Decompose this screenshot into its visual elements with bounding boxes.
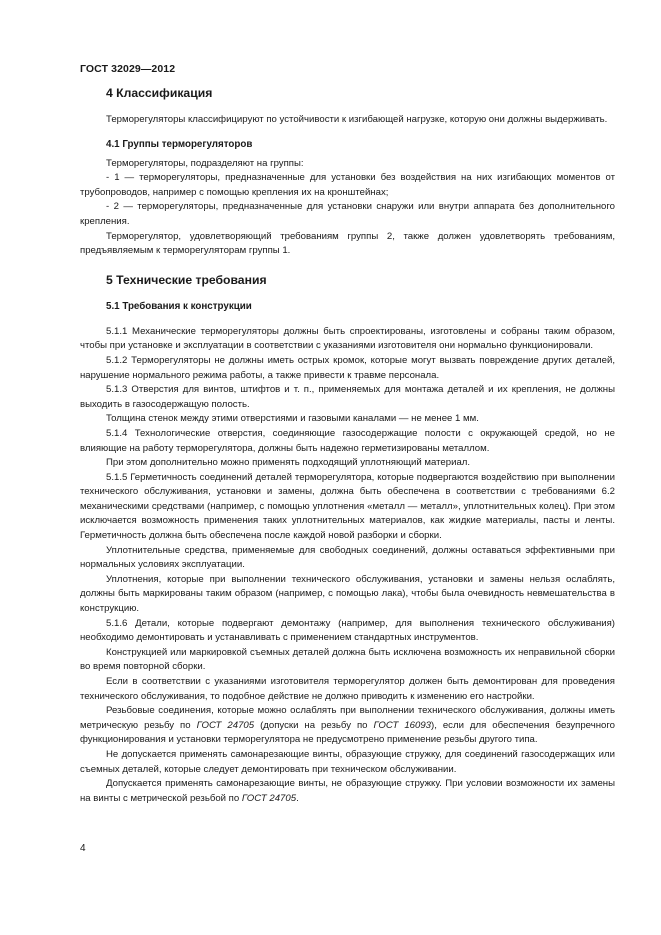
paragraph: Конструкцией или маркировкой съемных деталей должна быть исключена возможность их неправильной сборки во время повторной сборки. bbox=[80, 646, 615, 673]
paragraph bbox=[80, 704, 615, 748]
paragraph: Толщина стенок между этими отверстиями и газовыми каналами — не менее 1 мм. bbox=[106, 413, 479, 425]
document-code: ГОСТ 32029—2012 bbox=[80, 63, 176, 75]
section-4-title: 4 Классификация bbox=[106, 86, 213, 100]
section-5-title: 5 Технические требования bbox=[106, 272, 267, 287]
text-run: . bbox=[296, 792, 299, 804]
clause-5-1-5: 5.1.5 Герметичность соединений деталей терморегулятора, которые подвергаются воздействию при выполнении технического обслуживания, установки и замены, должна быть обеспечена в соответствии с требованиями 6.2 механическими средствами (например, с помощью уплотнения «металл — металл», уплотнительных колец). При этом исключается возможность применения таких уплотнительных материалов, как жидкие материалы, пасты и ленты. Герметичность должна быть обеспечена после каждой новой разборки и сборки. bbox=[80, 471, 615, 542]
section-4-1-title: 4.1 Группы терморегуляторов bbox=[106, 138, 253, 150]
clause-5-1-4: 5.1.4 Технологические отверстия, соединяющие газосодержащие полости с окружающей средой, но не влияющие на работу терморегулятора, должны быть надежно герметизированы металлом. bbox=[80, 427, 615, 454]
paragraph: Уплотнительные средства, применяемые для свободных соединений, должны оставаться эффективными при нормальных условиях эксплуатации. bbox=[80, 544, 615, 571]
clause-5-1-2: 5.1.2 Терморегуляторы не должны иметь острых кромок, которые могут вызвать повреждение других деталей, нарушение нормального режима работы, а также привести к травме персонала. bbox=[80, 354, 615, 381]
text-run: Резьбовые соединения, которые можно ослаблять при выполнении технического обслуживания, должны иметь метрическую резьбу по bbox=[80, 705, 615, 731]
paragraph bbox=[80, 777, 615, 806]
standard-reference: ГОСТ 24705 bbox=[196, 719, 255, 731]
text-run: (допуски на резьбу по bbox=[254, 719, 374, 731]
page-number: 4 bbox=[80, 843, 86, 854]
clause-5-1-6: 5.1.6 Детали, которые подвергают демонтажу (например, для выполнения технического обслуживания) необходимо демонтировать и устанавливать с применением стандартных инструментов. bbox=[80, 617, 615, 644]
text-run: Допускается применять самонарезающие винты, не образующие стружку. При условии возможности их замены на винты с метрической резьбой по bbox=[80, 778, 615, 804]
paragraph: При этом дополнительно можно применять подходящий уплотняющий материал. bbox=[106, 457, 471, 469]
paragraph: Уплотнения, которые при выполнении технического обслуживания, установки и замены нельзя ослаблять, должны быть маркированы таким образом (например, с помощью лака), чтобы была очевидность невмешательства в конструкцию. bbox=[80, 573, 615, 615]
standard-reference: ГОСТ 16093 bbox=[373, 719, 431, 731]
list-item: - 2 — терморегуляторы, предназначенные для установки снаружи или внутри аппарата без дополнительного крепления. bbox=[80, 201, 615, 227]
paragraph: Не допускается применять самонарезающие винты, образующие стружку, для соединений газосодержащих или съемных деталей, которые следует демонтировать при техническом обслуживании. bbox=[80, 748, 615, 775]
paragraph: Терморегулятор, удовлетворяющий требованиям группы 2, также должен удовлетворять требованиям, предъявляемым к терморегуляторам группы 1. bbox=[80, 230, 615, 257]
list-item: - 1 — терморегуляторы, предназначенные для установки без воздействия на них изгибающих моментов от трубопроводов, например с помощью крепления их на кронштейнах; bbox=[80, 172, 615, 198]
section-5-1-title: 5.1 Требования к конструкции bbox=[106, 300, 252, 312]
clause-5-1-3: 5.1.3 Отверстия для винтов, штифтов и т. п., применяемых для монтажа деталей и их крепления, не должны выходить в газосодержащую полость. bbox=[80, 384, 615, 410]
section-4-intro: Терморегуляторы классифицируют по устойчивости к изгибающей нагрузке, которую они должны выдерживать. bbox=[106, 114, 608, 125]
paragraph: Если в соответствии с указаниями изготовителя терморегулятор должен быть демонтирован для проведения технического обслуживания, то подобное действие не должно приводить к изменению его настройки. bbox=[80, 676, 615, 702]
clause-5-1-1: 5.1.1 Механические терморегуляторы должны быть спроектированы, изготовлены и собраны таким образом, чтобы при установке и эксплуатации в соответствии с указаниями изготовителя они нормально функционировали. bbox=[80, 325, 615, 352]
standard-reference: ГОСТ 24705 bbox=[241, 792, 297, 804]
text-run: ), если для обеспечения безупречного функционирования и установки терморегулятора не предусмотрено применение резьбы другого типа. bbox=[80, 719, 615, 746]
paragraph: Терморегуляторы, подразделяют на группы: bbox=[106, 157, 304, 169]
page-content bbox=[80, 86, 615, 806]
